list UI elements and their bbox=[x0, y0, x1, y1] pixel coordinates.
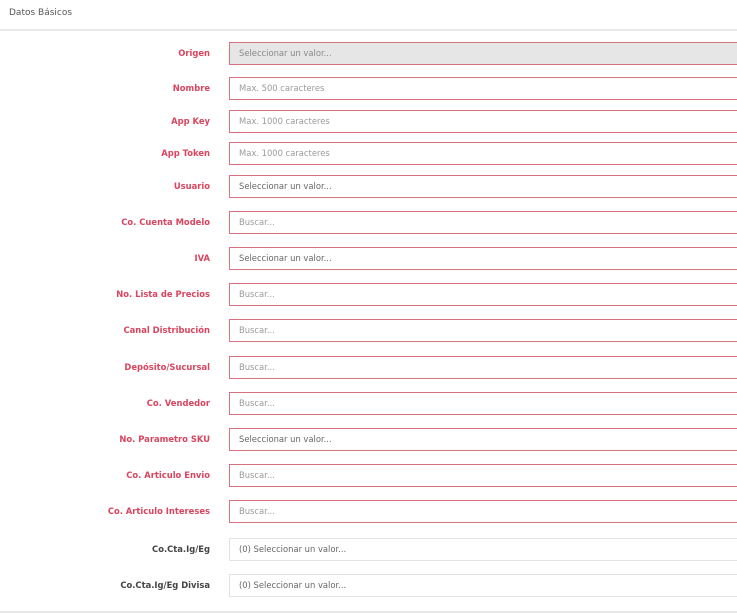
cta-ig-eg-label: Co.Cta.Ig/Eg bbox=[152, 544, 210, 554]
section-bottom-divider bbox=[0, 611, 737, 613]
form-row-origen bbox=[0, 42, 737, 65]
deposito-sucursal-search[interactable] bbox=[229, 356, 737, 379]
form-row-articulo-envio bbox=[0, 464, 737, 487]
form-row-articulo-intereses bbox=[0, 500, 737, 523]
origen-label: Origen bbox=[178, 48, 210, 58]
form-row-cta-ig-eg bbox=[0, 538, 737, 561]
articulo-envio-search[interactable] bbox=[229, 464, 737, 487]
app-token-input[interactable] bbox=[229, 142, 737, 165]
form-row-nombre bbox=[0, 77, 737, 100]
nombre-placeholder: Max. 500 caracteres bbox=[239, 83, 325, 93]
app-token-placeholder: Max. 1000 caracteres bbox=[239, 148, 330, 158]
articulo-intereses-label: Co. Articulo Intereses bbox=[107, 506, 210, 516]
co-cuenta-modelo-search[interactable] bbox=[229, 211, 737, 234]
usuario-placeholder: Seleccionar un valor... bbox=[239, 181, 332, 191]
lista-precios-label: No. Lista de Precios bbox=[116, 289, 210, 299]
cta-ig-eg-placeholder: (0) Seleccionar un valor... bbox=[239, 544, 347, 554]
cta-ig-eg-divisa-label: Co.Cta.Ig/Eg Divisa bbox=[120, 580, 210, 590]
co-vendedor-search[interactable] bbox=[229, 392, 737, 415]
form-row-co-vendedor bbox=[0, 392, 737, 415]
canal-distribucion-placeholder: Buscar... bbox=[239, 325, 275, 335]
iva-placeholder: Seleccionar un valor... bbox=[239, 253, 332, 263]
nombre-input[interactable] bbox=[229, 77, 737, 100]
co-cuenta-modelo-placeholder: Buscar... bbox=[239, 217, 275, 227]
form-row-parametro-sku bbox=[0, 428, 737, 451]
parametro-sku-select[interactable] bbox=[229, 428, 737, 451]
origen-select[interactable] bbox=[229, 42, 737, 65]
app-key-input[interactable] bbox=[229, 110, 737, 133]
deposito-sucursal-label: Depósito/Sucursal bbox=[124, 362, 210, 372]
parametro-sku-placeholder: Seleccionar un valor... bbox=[239, 434, 332, 444]
articulo-intereses-placeholder: Buscar... bbox=[239, 506, 275, 516]
form-row-canal-distribucion bbox=[0, 319, 737, 342]
parametro-sku-label: No. Parametro SKU bbox=[119, 434, 210, 444]
articulo-intereses-search[interactable] bbox=[229, 500, 737, 523]
nombre-label: Nombre bbox=[172, 83, 210, 93]
form-row-lista-precios bbox=[0, 283, 737, 306]
cta-ig-eg-divisa-placeholder: (0) Seleccionar un valor... bbox=[239, 580, 347, 590]
cta-ig-eg-divisa-select[interactable] bbox=[229, 574, 737, 597]
form-row-app-token bbox=[0, 142, 737, 165]
iva-label: IVA bbox=[194, 253, 210, 263]
section-title: Datos Básicos bbox=[9, 8, 73, 18]
form-row-app-key bbox=[0, 110, 737, 133]
lista-precios-placeholder: Buscar... bbox=[239, 289, 275, 299]
iva-select[interactable] bbox=[229, 247, 737, 270]
section-header bbox=[0, 0, 737, 29]
form-row-usuario bbox=[0, 175, 737, 198]
header-divider bbox=[0, 29, 737, 31]
usuario-label: Usuario bbox=[173, 181, 210, 191]
app-key-placeholder: Max. 1000 caracteres bbox=[239, 116, 330, 126]
articulo-envio-placeholder: Buscar... bbox=[239, 470, 275, 480]
app-token-label: App Token bbox=[161, 148, 210, 158]
co-vendedor-placeholder: Buscar... bbox=[239, 398, 275, 408]
form-row-iva bbox=[0, 247, 737, 270]
origen-placeholder: Seleccionar un valor... bbox=[239, 48, 332, 58]
app-key-label: App Key bbox=[171, 116, 210, 126]
articulo-envio-label: Co. Articulo Envio bbox=[126, 470, 210, 480]
canal-distribucion-search[interactable] bbox=[229, 319, 737, 342]
form-row-deposito-sucursal bbox=[0, 356, 737, 379]
form-row-cta-ig-eg-divisa bbox=[0, 574, 737, 597]
lista-precios-search[interactable] bbox=[229, 283, 737, 306]
deposito-sucursal-placeholder: Buscar... bbox=[239, 362, 275, 372]
co-vendedor-label: Co. Vendedor bbox=[146, 398, 210, 408]
cta-ig-eg-select[interactable] bbox=[229, 538, 737, 561]
co-cuenta-modelo-label: Co. Cuenta Modelo bbox=[121, 217, 210, 227]
form-row-co-cuenta-modelo bbox=[0, 211, 737, 234]
usuario-select[interactable] bbox=[229, 175, 737, 198]
canal-distribucion-label: Canal Distribución bbox=[123, 325, 210, 335]
